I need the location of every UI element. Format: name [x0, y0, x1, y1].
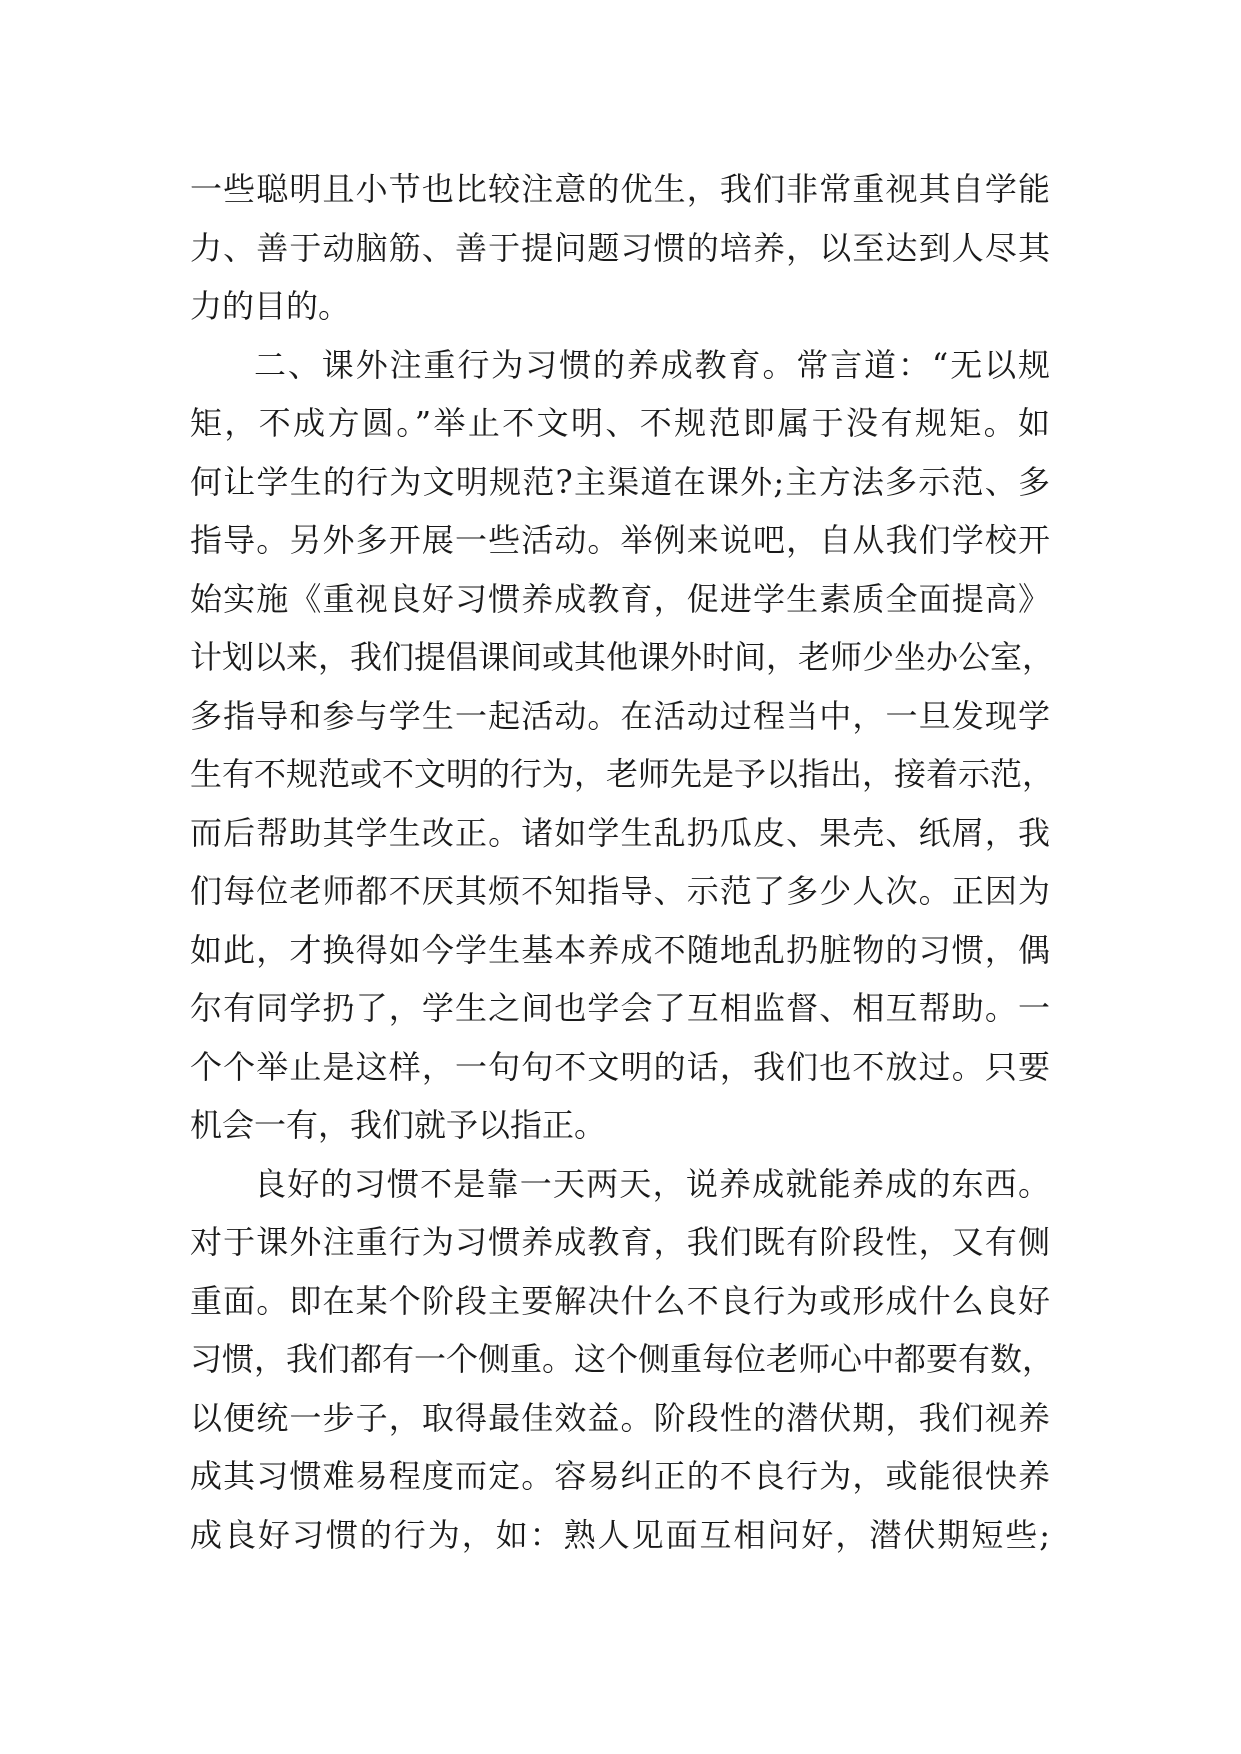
text-line: 而后帮助其学生改正。诸如学生乱扔瓜皮、果壳、纸屑，我 — [190, 813, 1050, 852]
text-line: 一些聪明且小节也比较注意的优生，我们非常重视其自学能 — [190, 170, 1050, 208]
text-line: 何让学生的行为文明规范?主渠道在课外;主方法多示范、多 — [190, 462, 1050, 501]
text-line: 个个举止是这样，一句句不文明的话，我们也不放过。只要 — [190, 1047, 1050, 1086]
text-line: 二、课外注重行为习惯的养成教育。常言道：“无以规 — [254, 345, 1050, 384]
text-line: 尔有同学扔了，学生之间也学会了互相监督、相互帮助。一 — [190, 989, 1050, 1027]
body-text — [190, 160, 1055, 1564]
text-line: 力、善于动脑筋、善于提问题习惯的培养，以至达到人尽其 — [190, 228, 1050, 267]
paragraph-3 — [190, 1155, 1055, 1565]
text-line: 以便统一步子，取得最佳效益。阶段性的潜伏期，我们视养 — [190, 1398, 1050, 1437]
paragraph-2 — [190, 336, 1055, 1155]
text-line: 成其习惯难易程度而定。容易纠正的不良行为，或能很快养 — [190, 1457, 1050, 1495]
text-line: 多指导和参与学生一起活动。在活动过程当中，一旦发现学 — [190, 696, 1050, 735]
text-line: 重面。即在某个阶段主要解决什么不良行为或形成什么良好 — [190, 1281, 1050, 1320]
text-line: 矩，不成方圆。”举止不文明、不规范即属于没有规矩。如 — [190, 404, 1050, 442]
text-line: 机会一有，我们就予以指正。 — [190, 1106, 607, 1144]
paragraph-1 — [190, 160, 1050, 336]
text-line: 力的目的。 — [190, 287, 351, 325]
text-line: 们每位老师都不厌其烦不知指导、示范了多少人次。正因为 — [190, 872, 1050, 910]
text-line: 计划以来，我们提倡课间或其他课外时间，老师少坐办公室， — [190, 638, 1055, 676]
text-line: 成良好习惯的行为，如：熟人见面互相问好，潜伏期短些; — [190, 1515, 1050, 1554]
text-line: 习惯，我们都有一个侧重。这个侧重每位老师心中都要有数， — [190, 1340, 1055, 1378]
text-line: 对于课外注重行为习惯养成教育，我们既有阶段性，又有侧 — [190, 1223, 1050, 1261]
text-line: 始实施《重视良好习惯养成教育，促进学生素质全面提高》 — [190, 579, 1050, 618]
text-line: 指导。另外多开展一些活动。举例来说吧，自从我们学校开 — [190, 521, 1050, 559]
text-line: 生有不规范或不文明的行为，老师先是予以指出，接着示范， — [190, 755, 1055, 793]
text-line: 如此，才换得如今学生基本养成不随地乱扔脏物的习惯，偶 — [190, 930, 1050, 969]
text-line: 良好的习惯不是靠一天两天，说养成就能养成的东西。 — [254, 1164, 1050, 1203]
